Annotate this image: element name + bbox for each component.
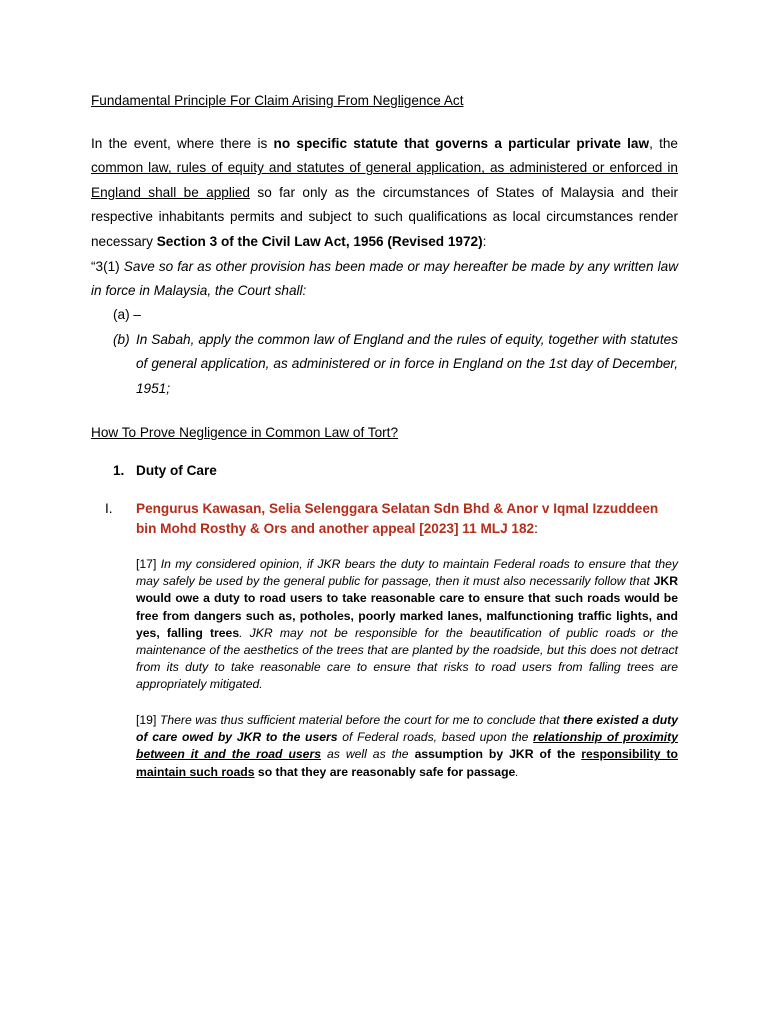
statute-item-b-label: (b) bbox=[113, 332, 130, 347]
intro-paragraph bbox=[91, 132, 678, 254]
para-17-number: [17] bbox=[136, 557, 161, 571]
quote-paragraph-17 bbox=[136, 556, 678, 694]
para-19-bold-underline-2: responsibility to maintain such roads bbox=[136, 747, 678, 779]
intro-bold-1: no specific statute that governs a particular private law bbox=[273, 136, 650, 151]
statute-item-b-text: In Sabah, apply the common law of England and the rules of equity, together with statutes of general application, as administered or in force in England on the 1st day of December, 1951; bbox=[136, 332, 678, 396]
case-roman-numeral: I. bbox=[105, 501, 113, 516]
para-19-number: [19] bbox=[136, 713, 160, 727]
statute-item-a: (a) – bbox=[113, 307, 141, 322]
case-colon: : bbox=[534, 521, 538, 536]
para-19-end: . bbox=[515, 764, 519, 779]
para-17-text-2: . JKR may not be responsible for the beautification of public roads or the maintenance of the aesthetics of the trees that are planted by the roadside, but this does not detract from its duty to take reasonable care to ensure that risks to road users from falling trees are appropriately mitigated. bbox=[136, 625, 678, 692]
statute-prefix: “3(1) bbox=[91, 259, 124, 274]
intro-bold-section-3: Section 3 of the Civil Law Act, 1956 (Revised 1972) bbox=[156, 233, 483, 249]
list-label-duty-of-care: Duty of Care bbox=[136, 463, 217, 478]
intro-text-2: , the bbox=[649, 136, 678, 151]
statute-text: Save so far as other provision has been made or may hereafter be made by any written law in force in Malaysia, the Court shall: bbox=[91, 259, 679, 299]
statute-quote bbox=[91, 255, 678, 304]
para-17-bold-1: JKR would owe a duty to road users to take reasonable care to ensure that such roads would be free from dangers such as, potholes, poorly marked lanes, malfunctioning traffic lights, and yes, falling trees bbox=[136, 574, 678, 640]
heading-how-to-prove: How To Prove Negligence in Common Law of Tort? bbox=[91, 425, 399, 440]
quote-paragraph-19 bbox=[136, 712, 678, 781]
list-number: 1. bbox=[113, 463, 125, 478]
para-19-bold-2: assumption by JKR of the bbox=[414, 747, 582, 762]
para-19-text-1: There was thus sufficient material before the court for me to conclude that bbox=[159, 713, 564, 727]
intro-text-4: : bbox=[482, 233, 487, 249]
intro-text-1: In the event, where there is bbox=[91, 136, 274, 151]
para-19-bold-underline-1: relationship of proximity between it and the road users bbox=[136, 730, 678, 762]
case-title: Pengurus Kawasan, Selia Selenggara Selatan Sdn Bhd & Anor v Iqmal Izzuddeen bin Mohd Rosthy & Ors and another appeal [2023] 11 MLJ 182 bbox=[136, 501, 659, 536]
para-19-bold-1: there existed a duty of care owed by JKR to the users bbox=[136, 713, 679, 745]
case-citation bbox=[136, 499, 678, 539]
heading-fundamental-principle: Fundamental Principle For Claim Arising From Negligence Act bbox=[91, 93, 464, 108]
para-19-text-2: of Federal roads, based upon the bbox=[337, 730, 534, 745]
intro-underline-1: common law, rules of equity and statutes of general application, as administered or enforced in England shall be applied bbox=[91, 160, 678, 200]
para-19-text-3: as well as the bbox=[320, 747, 415, 762]
para-19-bold-3: so that they are reasonably safe for passage bbox=[254, 764, 516, 779]
para-17-text-1: In my considered opinion, if JKR bears the duty to maintain Federal roads to ensure that they may safely be used by the general public for passage, then it must also necessarily follow that bbox=[136, 557, 678, 589]
intro-text-3: so far only as the circumstances of States of Malaysia and their respective inhabitants permits and subject to such qualifications as local circumstances render necessary bbox=[91, 184, 678, 249]
